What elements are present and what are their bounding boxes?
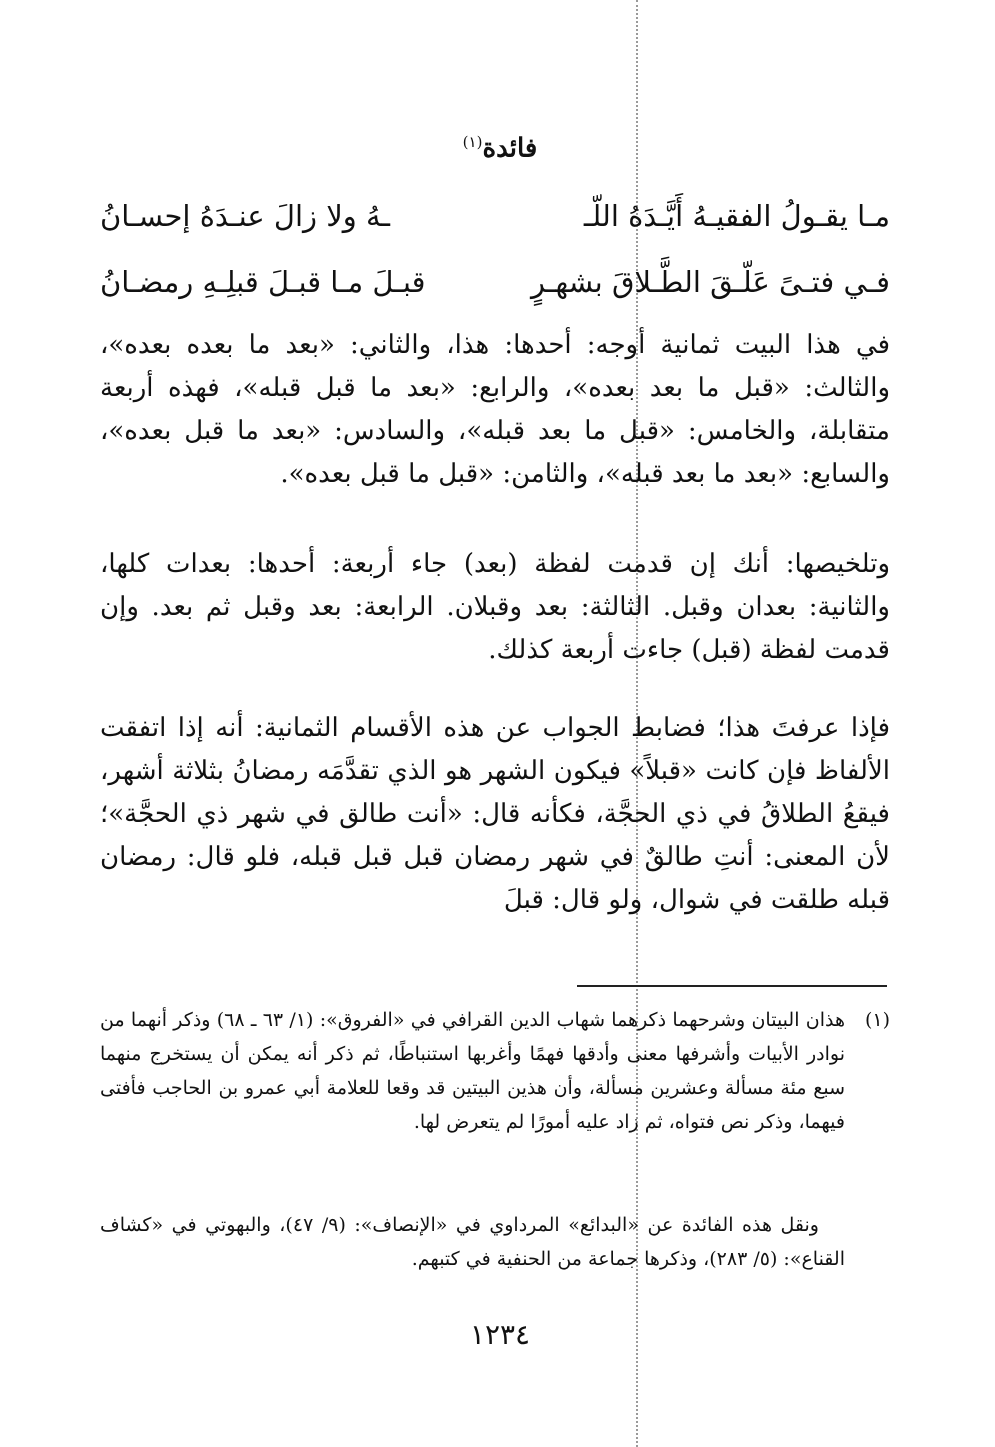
paragraph-eight-aspects: في هذا البيت ثمانية أوجه: أحدها: هذا، والثاني: «بعد ما بعده بعده»، والثالث: «قبل ما بعد بعده»، والرابع: «بعد ما قبل قبله»، فهذه أربعة متقابلة، والخامس: «قبل ما بعد قبله»، والسادس: «بعد ما قبل بعده»، والسابع: «بعد ما بعد قبله»، والثامن: «قبل ما قبل بعده».: [100, 330, 890, 489]
verse-2-second-hemistich: قبـلَ مـا قبـلَ قبلِـهِ رمضـانُ: [100, 265, 426, 299]
title-text: فائدة: [482, 133, 538, 164]
verse-line-2: [100, 257, 890, 307]
verse-2-first-hemistich: فـي فتـىً عَلّـقَ الطَّـلاقَ بشهـرٍ: [530, 265, 890, 299]
verse-1-second-hemistich: ـهُ ولا زالَ عنـدَهُ إحسـانُ: [100, 199, 391, 233]
footnote-1-continuation: [100, 1208, 890, 1276]
footnote-1-continuation-text: ونقل هذه الفائدة عن «البدائع» المرداوي في «الإنصاف»: (٩/ ٤٧)، والبهوتي في «كشاف القناع»: (٥/ ٢٨٣)، وذكرها جماعة من الحنفية في كتبهم.: [100, 1214, 845, 1270]
footnote-1-text: هذان البيتان وشرحهما ذكرهما شهاب الدين القرافي في «الفروق»: (١/ ٦٣ ـ ٦٨) وذكر أنهما من نوادر الأبيات وأشرفها معنى وأدقها فهمًا وأغربها استنباطًا، ثم ذكر أنه يمكن أن يستخرج منهما سبع مئة مسألة وعشرين مسألة، وأن هذين البيتين قد وقعا للعلامة أبي عمرو بن الحاجب فأفتى فيهما، وذكر نص فتواه، ثم زاد عليه أمورًا لم يتعرض لها.: [100, 1009, 845, 1133]
paragraph-rule: فإذا عرفتَ هذا؛ فضابط الجواب عن هذه الأقسام الثمانية: أنه إذا اتفقت الألفاظ فإن كانت «قبلاً» فيكون الشهر هو الذي تقدَّمَه رمضانُ بثلاثة أشهر، فيقعُ الطلاقُ في ذي الحجَّة، فكأنه قال: «أنت طالق في شهر ذي الحجَّة»؛ لأن المعنى: أنتِ طالقٌ في شهر رمضان قبل قبل قبله، فلو قال: رمضان قبله طلقت في شوال، ولو قال: قبلَ: [100, 713, 890, 915]
page-title: [380, 122, 620, 169]
page-number: ١٢٣٤: [469, 1318, 531, 1351]
footnote-separator: [577, 985, 887, 987]
paragraph-summary: وتلخيصها: أنك إن قدمت لفظة (بعد) جاء أربعة: أحدها: بعدات كلها، والثانية: بعدان وقبل. الثالثة: بعد وقبلان. الرابعة: بعد وقبل ثم بعد. وإن قدمت لفظة (قبل) جاءت أربعة كذلك.: [100, 549, 890, 665]
verse-line-1: [100, 191, 890, 241]
title-footnote-marker: (١): [462, 133, 483, 151]
verse-1-first-hemistich: مـا يقـولُ الفقيـهُ أَيَّـدَهُ اللّـ: [583, 199, 890, 233]
footnote-1-number: (١): [864, 1009, 890, 1031]
footnote-1: [100, 1003, 890, 1139]
